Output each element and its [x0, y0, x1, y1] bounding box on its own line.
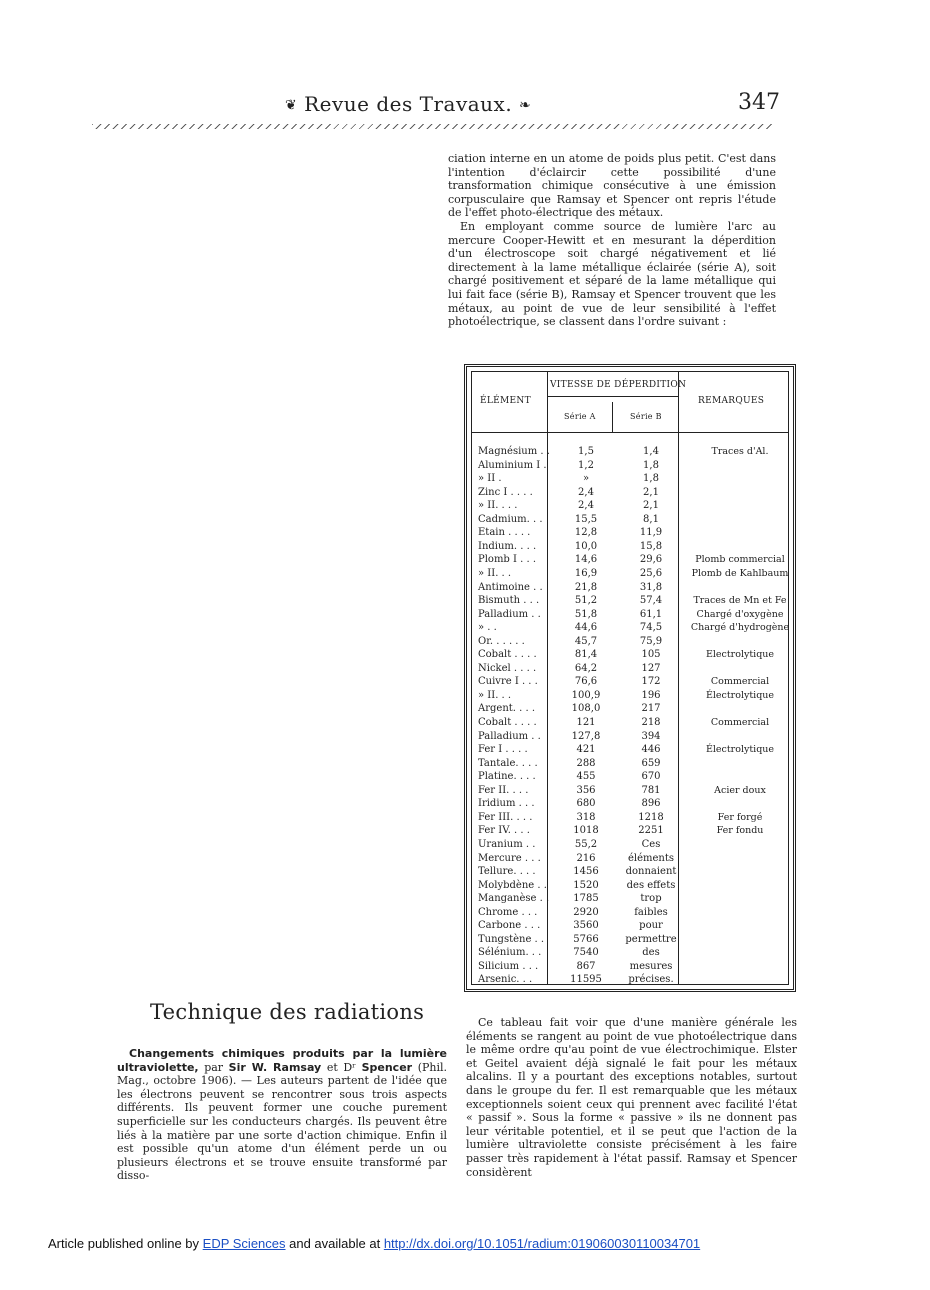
remark-cell: Traces de Mn et Fe — [693, 595, 787, 607]
series-a-cell: 3560 — [573, 920, 599, 932]
table-row — [472, 934, 788, 948]
series-a-cell: 16,9 — [574, 567, 598, 579]
table-header-rule — [472, 432, 788, 433]
remark-cell: Plomb de Kahlbaum — [691, 567, 789, 579]
footer — [48, 1236, 700, 1251]
table-row — [472, 595, 788, 609]
series-a-cell: 121 — [576, 717, 596, 728]
series-a-cell: 680 — [576, 798, 596, 810]
remark-cell: Traces d'Al. — [711, 446, 769, 457]
table-row — [472, 758, 788, 772]
author-1: Sir W. Ramsay — [228, 1060, 322, 1074]
element-cell: Cobalt . . . . — [478, 649, 537, 661]
element-cell: Magnésium . . — [478, 446, 550, 457]
remark-cell: Chargé d'hydrogène — [690, 622, 790, 634]
element-cell: » II. . . — [478, 689, 512, 701]
table-row — [472, 663, 788, 677]
series-b-cell: 61,1 — [639, 608, 663, 620]
series-a-cell: 1,2 — [578, 459, 594, 471]
authors-by: par — [198, 1060, 229, 1074]
series-b-cell: Ces — [641, 838, 661, 850]
series-b-cell: trop — [640, 893, 662, 905]
series-a-cell: 14,6 — [574, 554, 598, 566]
table-row — [472, 703, 788, 717]
table-inner — [471, 371, 789, 985]
series-a-cell: 356 — [576, 784, 596, 796]
remark-cell: Commercial — [710, 676, 770, 688]
table-row — [472, 853, 788, 867]
table-row — [472, 636, 788, 650]
series-b-cell: 394 — [641, 730, 661, 742]
element-cell: Indium. . . . — [478, 540, 537, 552]
series-b-cell: 1,8 — [643, 473, 659, 485]
element-cell: Tantale. . . . — [478, 757, 538, 769]
series-b-cell: 659 — [641, 757, 661, 769]
series-a-cell: 867 — [576, 960, 596, 972]
element-cell: Carbone . . . — [478, 920, 541, 932]
series-a-cell: 1456 — [573, 866, 599, 878]
table-row — [472, 622, 788, 636]
element-cell: » . . — [478, 622, 497, 634]
series-a-cell: 12,8 — [574, 527, 598, 539]
series-a-cell: 1,5 — [578, 446, 594, 457]
series-a-cell: 5766 — [573, 933, 599, 945]
series-b-cell: 1218 — [638, 811, 664, 823]
section-title: Technique des radiations — [150, 1000, 425, 1024]
series-b-cell: 1,4 — [643, 446, 659, 457]
series-a-cell: 51,2 — [574, 595, 598, 607]
ornament-left-icon: ❦ — [285, 97, 298, 114]
element-cell: Cobalt . . . . — [478, 717, 537, 728]
table-row — [472, 920, 788, 934]
table-row — [472, 785, 788, 799]
series-b-cell: 15,8 — [639, 540, 663, 552]
table-row — [472, 907, 788, 921]
series-a-cell: 1018 — [573, 825, 599, 837]
series-b-cell: 1,8 — [643, 459, 659, 471]
element-cell: Palladium . . — [478, 730, 541, 742]
element-cell: » II. . . — [478, 567, 512, 579]
series-b-cell: 127 — [641, 662, 661, 674]
remark-cell: Fer fondu — [716, 825, 764, 837]
series-b-cell: 218 — [641, 717, 661, 728]
table-row — [472, 609, 788, 623]
element-cell: Platine. . . . — [478, 771, 536, 783]
element-cell: Fer II. . . . — [478, 784, 529, 796]
publisher-link[interactable]: EDP Sciences — [202, 1236, 286, 1251]
table-row — [472, 825, 788, 839]
remark-cell: Plomb commercial — [695, 554, 785, 566]
series-a-cell: 10,0 — [574, 540, 598, 552]
series-a-cell: 15,5 — [574, 513, 598, 525]
series-a-cell: 44,6 — [574, 622, 598, 634]
element-cell: Molybdène . . — [478, 879, 547, 891]
remark-cell: Fer forgé — [717, 811, 763, 823]
element-cell: Silicium . . . — [478, 960, 539, 972]
table-row — [472, 839, 788, 853]
series-a-cell: 2920 — [573, 906, 599, 918]
article-left-column — [117, 1047, 447, 1183]
header-remarks: REMARQUES — [698, 396, 765, 406]
series-b-cell: donnaient — [625, 866, 677, 878]
series-a-cell: 288 — [576, 757, 596, 769]
table-row — [472, 974, 788, 988]
series-a-cell: 45,7 — [574, 635, 598, 647]
table-row — [472, 473, 788, 487]
table-row — [472, 676, 788, 690]
element-cell: Zinc I . . . . — [478, 486, 533, 498]
header-element: ÉLÉMENT — [480, 396, 531, 406]
series-a-cell: 421 — [576, 744, 596, 756]
element-cell: Iridium . . . — [478, 798, 535, 810]
remark-cell: Commercial — [710, 717, 770, 728]
remark-cell: Chargé d'oxygène — [696, 608, 784, 620]
table-row — [472, 717, 788, 731]
series-b-cell: 172 — [641, 676, 661, 688]
footer-middle: and available at — [285, 1236, 384, 1251]
series-a-cell: 21,8 — [574, 581, 598, 593]
series-b-cell: précises. — [628, 974, 674, 986]
author-2: Spencer — [361, 1060, 413, 1074]
doi-link[interactable]: http://dx.doi.org/10.1051/radium:019060030110034701 — [383, 1236, 701, 1251]
series-b-cell: 2,1 — [643, 500, 659, 512]
series-b-cell: 217 — [641, 703, 661, 715]
results-table — [464, 364, 796, 992]
series-b-cell: des — [642, 947, 660, 959]
table-row — [472, 446, 788, 460]
header-speed: VITESSE DE DÉPERDITION — [550, 380, 687, 390]
element-cell: Etain . . . . — [478, 527, 531, 539]
series-b-cell: faibles — [634, 906, 668, 918]
table-row — [472, 866, 788, 880]
element-cell: Fer IV. . . . — [478, 825, 530, 837]
journal-title: Revue des Travaux. — [304, 92, 513, 116]
series-b-cell: 8,1 — [643, 513, 659, 525]
ornament-right-icon: ❧ — [519, 97, 532, 114]
series-b-cell: 25,6 — [639, 567, 663, 579]
table-row — [472, 798, 788, 812]
series-b-cell: 29,6 — [639, 554, 663, 566]
series-a-cell: 127,8 — [571, 730, 601, 742]
element-cell: Fer III. . . . — [478, 811, 533, 823]
element-cell: Nickel . . . . — [478, 662, 537, 674]
series-a-cell: 100,9 — [571, 689, 601, 701]
series-b-cell: 57,4 — [639, 595, 663, 607]
series-b-cell: 11,9 — [639, 527, 663, 539]
running-title — [285, 92, 531, 116]
table-row — [472, 568, 788, 582]
series-a-cell: 55,2 — [574, 838, 598, 850]
series-a-cell: » — [582, 473, 590, 485]
table-row — [472, 460, 788, 474]
element-cell: Antimoine . . — [478, 581, 543, 593]
series-b-cell: des effets — [626, 879, 676, 891]
series-b-cell: éléments — [627, 852, 675, 864]
table-row — [472, 880, 788, 894]
element-cell: Palladium . . — [478, 608, 541, 620]
series-a-cell: 108,0 — [571, 703, 601, 715]
paragraph: ciation interne en un atome de poids plus petit. C'est dans l'intention d'éclaircir cette possibilité d'une transformation chimique consécutive à une émission corpusculaire que Ramsay et Spencer ont repris l'étude de l'effet photo-électrique des métaux. — [448, 152, 776, 220]
series-a-cell: 2,4 — [578, 486, 594, 498]
table-row — [472, 771, 788, 785]
series-b-cell: 74,5 — [639, 622, 663, 634]
element-cell: Aluminium I . — [478, 459, 547, 471]
table-row — [472, 812, 788, 826]
remark-cell: Acier doux — [714, 784, 766, 796]
element-cell: » II . — [478, 473, 502, 485]
header-series-a: Série A — [564, 412, 596, 421]
table-subheader-rule — [547, 396, 678, 397]
element-cell: Arsenic. . . — [478, 974, 533, 986]
remark-cell: Electrolytique — [705, 649, 775, 661]
element-cell: Tellure. . . . — [478, 866, 536, 878]
series-a-cell: 76,6 — [574, 676, 598, 688]
element-cell: Sélénium. . . — [478, 947, 542, 959]
table-row — [472, 554, 788, 568]
series-a-cell: 455 — [576, 771, 596, 783]
element-cell: Mercure . . . — [478, 852, 541, 864]
series-b-cell: pour — [639, 920, 663, 932]
series-a-cell: 7540 — [573, 947, 599, 959]
intro-column — [448, 152, 776, 329]
table-row — [472, 690, 788, 704]
table-divider — [612, 402, 613, 432]
series-a-cell: 318 — [576, 811, 596, 823]
series-a-cell: 81,4 — [574, 649, 598, 661]
table-row — [472, 649, 788, 663]
footer-prefix: Article published online by — [48, 1236, 203, 1251]
table-row — [472, 500, 788, 514]
table-row — [472, 744, 788, 758]
element-cell: Tungstène . . — [478, 933, 545, 945]
element-cell: Argent. . . . — [478, 703, 536, 715]
element-cell: Cadmium. . . — [478, 513, 543, 525]
table-row — [472, 514, 788, 528]
series-b-cell: 31,8 — [639, 581, 663, 593]
element-cell: Plomb I . . . — [478, 554, 537, 566]
element-cell: Uranium . . — [478, 838, 536, 850]
paragraph: En employant comme source de lumière l'arc au mercure Cooper-Hewitt et en mesurant la déperdition d'un électroscope soit chargé négativement et lié directement à la lame métallique éclairée (série A), soit chargé positivement et séparé de la lame métallique qui lui fait face (série B), Ramsay et Spencer trouvent que les métaux, au point de vue de leur sensibilité à l'effet photoélectrique, se classent dans l'ordre suivant : — [448, 219, 776, 329]
table-row — [472, 487, 788, 501]
table-row — [472, 893, 788, 907]
series-b-cell: 670 — [641, 771, 661, 783]
series-a-cell: 1520 — [573, 879, 599, 891]
citation: (Phil. Mag., octobre 1906). — [117, 1060, 448, 1088]
authors-and: et Dʳ — [321, 1060, 362, 1074]
table-row — [472, 582, 788, 596]
article-paragraph: Ce tableau fait voir que d'une manière générale les éléments se rangent au point de vue photoélectrique dans le même ordre qu'au point de vue électrochimique. Elster et Geitel avaient déjà signalé le fait pour les métaux alcalins. Il y a pourtant des exceptions notables, surtout dans le groupe du fer. Il est remarquable que les métaux exceptionnels soient ceux qui prennent avec facilité l'état « passif ». Sous la forme « passive » ils ne donnent pas leur véritable potentiel, et il se peut que l'action de la lumière ultraviolette consiste précisément à les faire passer très rapidement à l'état passif. Ramsay et Spencer considèrent — [466, 1016, 797, 1179]
remark-cell: Électrolytique — [705, 744, 775, 756]
table-row — [472, 541, 788, 555]
table-row — [472, 947, 788, 961]
series-a-cell: 11595 — [570, 974, 602, 986]
element-cell: Chrome . . . — [478, 906, 538, 918]
article-body: — Les auteurs partent de l'idée que les électrons peuvent se rencontrer sous trois aspects différents. Ils peuvent former une couche purement superficielle sur les conducteurs chargés. Ils peuvent être liés à la matière par une sorte d'action chimique. Enfin il est possible qu'un atome d'un élément perde un ou plusieurs électrons et se trouve ensuite transformé par disso- — [117, 1074, 447, 1183]
series-b-cell: 2,1 — [643, 486, 659, 498]
series-a-cell: 51,8 — [574, 608, 598, 620]
series-b-cell: 2251 — [638, 825, 664, 837]
remark-cell: Électrolytique — [705, 689, 775, 701]
element-cell: Or. . . . . . — [478, 635, 525, 647]
series-b-cell: permettre — [625, 933, 677, 945]
article-right-column — [466, 1016, 797, 1179]
series-b-cell: 75,9 — [639, 635, 663, 647]
table-row — [472, 731, 788, 745]
series-b-cell: mesures — [629, 960, 673, 972]
element-cell: Fer I . . . . — [478, 744, 528, 756]
series-a-cell: 1785 — [573, 893, 599, 905]
page-number: 347 — [738, 90, 780, 115]
element-cell: Bismuth . . . — [478, 595, 540, 607]
header-rule — [92, 124, 774, 129]
table-row — [472, 961, 788, 975]
element-cell: » II. . . . — [478, 500, 518, 512]
table-row — [472, 527, 788, 541]
series-a-cell: 2,4 — [578, 500, 594, 512]
series-a-cell: 64,2 — [574, 662, 598, 674]
element-cell: Manganèse . . — [478, 893, 550, 905]
series-a-cell: 216 — [576, 852, 596, 864]
element-cell: Cuivre I . . . — [478, 676, 538, 688]
article-paragraph — [117, 1047, 447, 1183]
series-b-cell: 105 — [641, 649, 661, 661]
header-series-b: Série B — [630, 412, 662, 421]
article-title: Changements chimiques produits par la lumière ultraviolette, — [117, 1047, 447, 1074]
series-b-cell: 446 — [641, 744, 661, 756]
series-b-cell: 896 — [641, 798, 661, 810]
series-b-cell: 196 — [641, 689, 661, 701]
page-header — [0, 88, 930, 128]
series-b-cell: 781 — [641, 784, 661, 796]
